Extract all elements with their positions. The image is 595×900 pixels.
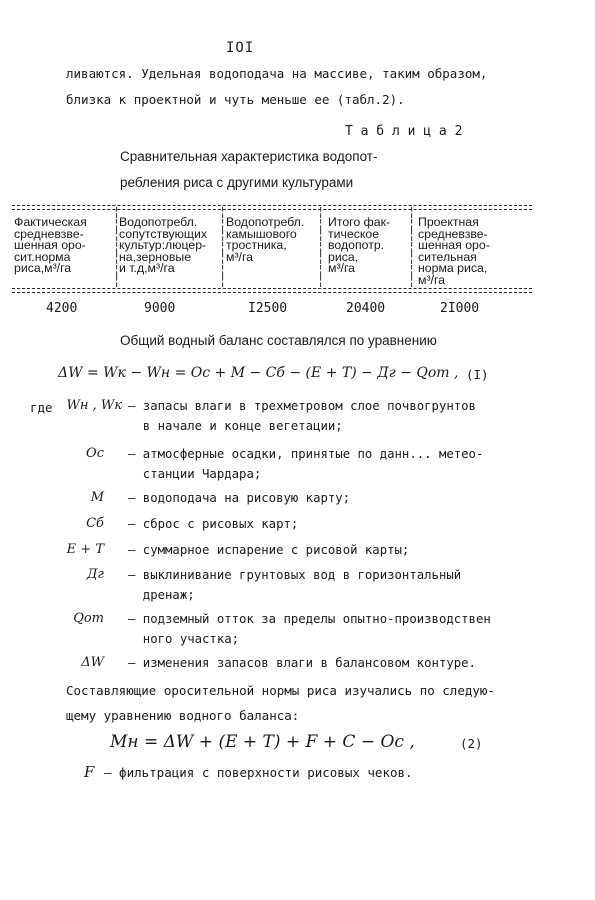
table-value-4: 20400 [346, 301, 386, 316]
table-title-line-2: ребления риса с другими культурами [120, 175, 354, 190]
intro-line-1: ливаются. Удельная водоподача на массиве, таким образом, [66, 66, 488, 81]
table-value-5: 2I000 [440, 301, 480, 316]
definition-text: – атмосферные осадки, принятые по данн... метео- станции Чардара; [128, 447, 484, 481]
irrigation-line-1: Составляющие оросительной нормы риса изучались по следую- [66, 683, 495, 698]
definition-symbol: Дг [86, 567, 104, 582]
definition-symbol: Wн , Wк [66, 398, 122, 413]
table-value-3: I2500 [248, 301, 288, 316]
footnote-text: – фильтрация с поверхности рисовых чеков. [104, 765, 413, 780]
definition-text: – выклинивание грунтовых вод в горизонтальный дренаж; [128, 568, 462, 602]
column-divider: ¦ ¦ ¦ ¦ ¦ ¦ ¦ [113, 205, 121, 288]
column-divider: ¦ ¦ ¦ ¦ ¦ ¦ ¦ [317, 205, 325, 288]
table-label: Т а б л и ц а 2 [345, 124, 463, 139]
irrigation-equation: Mн = ΔW + (E + T) + F + C − Oс , [110, 732, 415, 752]
balance-equation: ΔW = Wк − Wн = Oс + M − Cб − (E + T) − Дг − Qот , [58, 365, 459, 381]
definition-symbol: Cб [86, 516, 104, 531]
column-divider: ¦ ¦ ¦ ¦ ¦ ¦ ¦ [219, 205, 227, 288]
definition-symbol: ΔW [81, 655, 104, 670]
table-header-4: Итого фак- тическое водопотр. риса, м³/га [328, 215, 391, 275]
table-header-1: Фактическая средневзве- шенная оро- сит.норма риса,м³/га [14, 215, 87, 275]
table-header-3: Водопотребл. камышового тростника, м³/га [226, 215, 305, 264]
table-value-1: 4200 [46, 301, 78, 316]
definition-symbol: E + T [66, 542, 104, 557]
definition-symbol: Qот [73, 611, 104, 626]
definition-text: – суммарное испарение с рисовой карты; [128, 543, 410, 557]
table-header-5: Проектная средневзве- шенная оро- сительная норма риса, м³/га [418, 215, 490, 287]
column-divider: ¦ ¦ ¦ ¦ ¦ ¦ ¦ [408, 205, 416, 288]
intro-line-2: близка к проектной и чуть меньше ее (табл.2). [66, 92, 405, 107]
table-header-rule-2 [12, 292, 532, 293]
definition-text: – изменения запасов влаги в балансовом контуре. [128, 656, 476, 670]
footnote-symbol: F [84, 763, 95, 781]
irrigation-line-2: щему уравнению водного баланса: [66, 708, 300, 723]
balance-intro: Общий водный баланс составлялся по уравнению [120, 333, 437, 348]
definition-symbol: M [90, 490, 104, 505]
table-header-2: Водопотребл. сопутствующих культур:люцер- на,зерновые и т.д,м³/га [119, 215, 207, 275]
table-top-rule-2 [12, 209, 532, 210]
irrigation-equation-number: (2) [460, 736, 483, 751]
definition-text: – запасы влаги в трехметровом слое почвогрунтов в начале и конце вегетации; [128, 399, 476, 433]
balance-equation-number: (I) [466, 367, 489, 382]
page-number: IOI [226, 40, 255, 56]
definition-text: – подземный отток за пределы опытно-производствен ного участка; [128, 612, 491, 646]
table-title-line-1: Сравнительная характеристика водопот- [120, 149, 378, 164]
definition-symbol: Oс [86, 446, 104, 461]
where-label: где [30, 400, 53, 415]
table-header-rule [12, 288, 532, 289]
definition-text: – водоподача на рисовую карту; [128, 491, 351, 505]
definition-text: – сброс с рисовых карт; [128, 517, 299, 531]
table-top-rule [12, 205, 532, 206]
table-value-2: 9000 [144, 301, 176, 316]
